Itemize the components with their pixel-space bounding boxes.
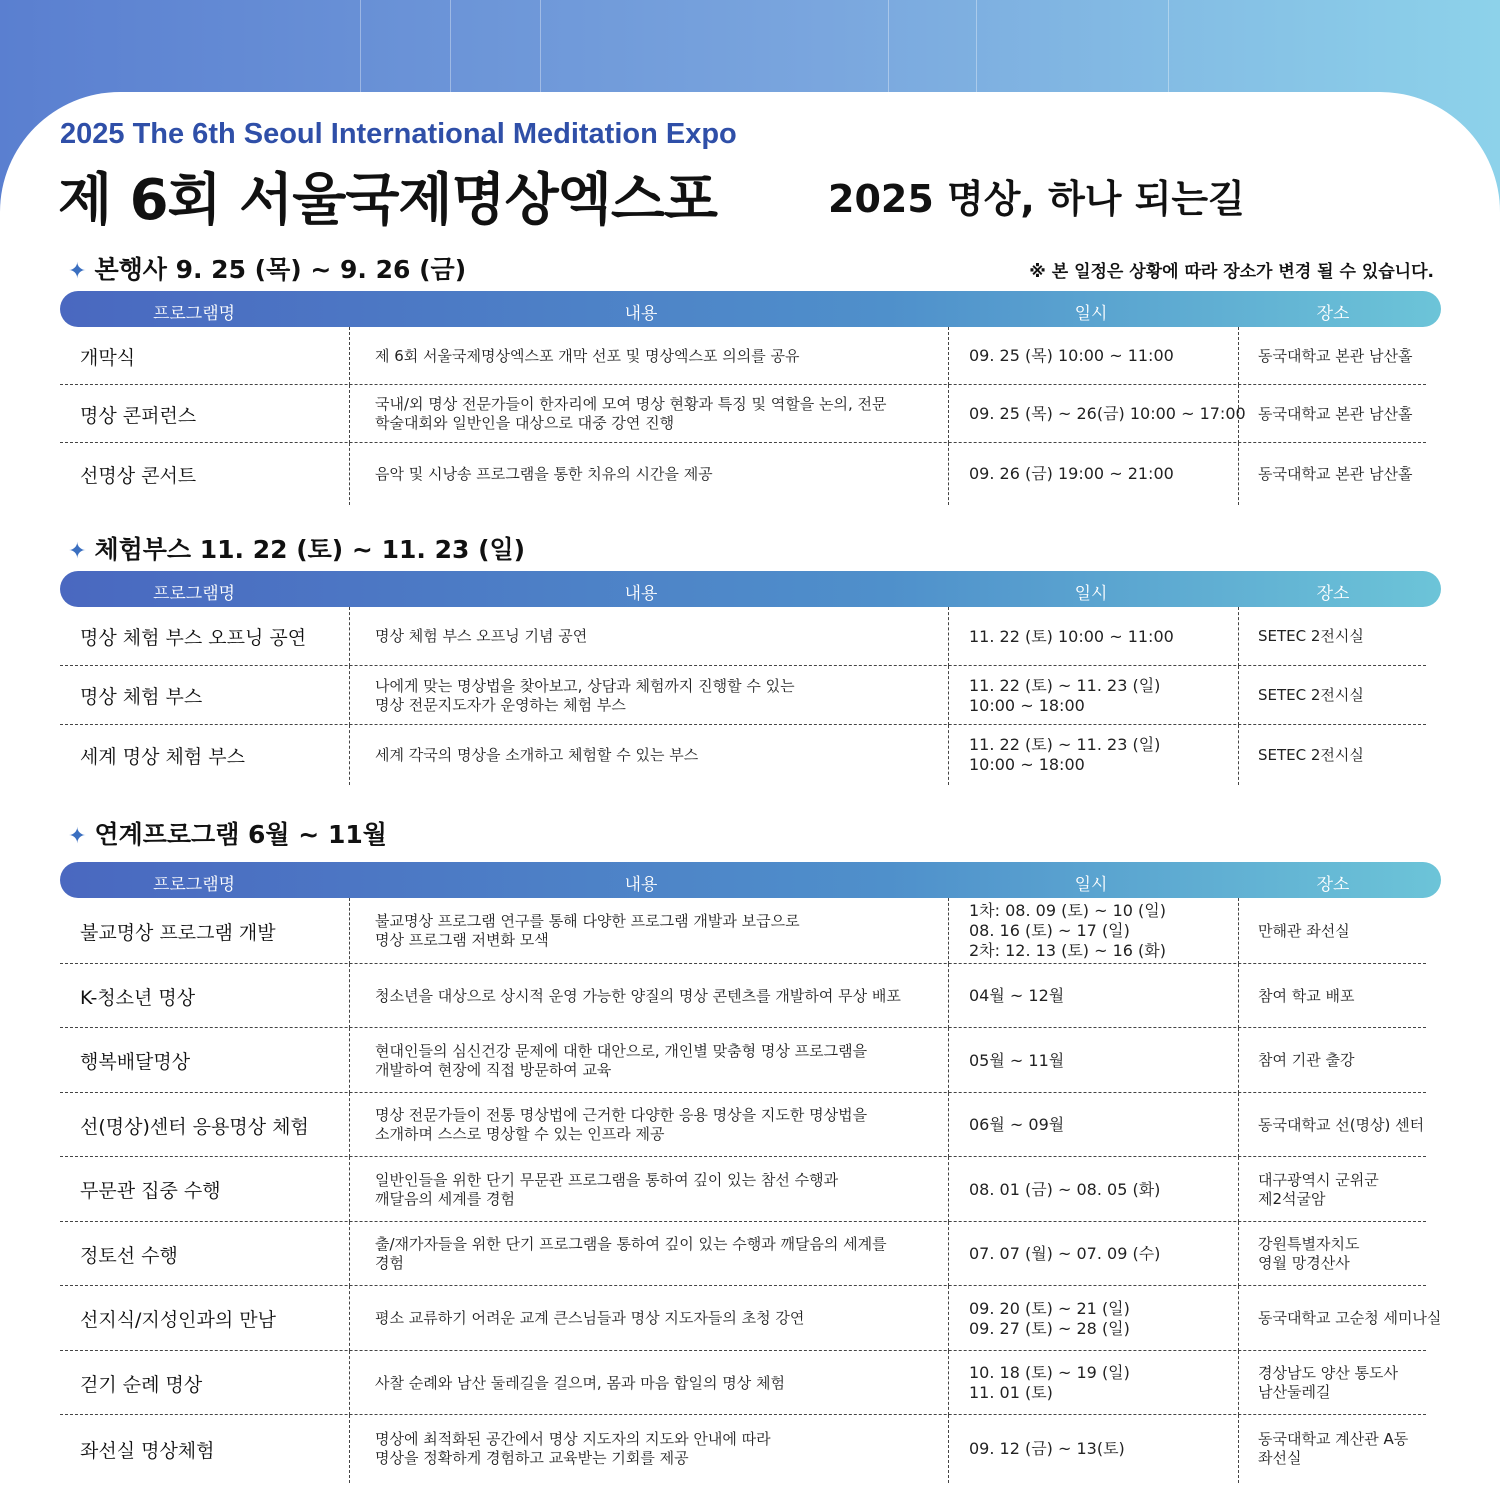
table-row <box>60 1286 1442 1351</box>
table-row <box>60 607 1426 666</box>
program-date: 09. 25 (목) ~ 26(금) 10:00 ~ 17:00 <box>969 404 1246 423</box>
program-name: 명상 체험 부스 <box>80 686 203 708</box>
program-name: 명상 체험 부스 오프닝 공연 <box>80 627 307 649</box>
header-program-name: 프로그램명 <box>152 875 236 895</box>
table-row <box>60 1415 1426 1483</box>
header-date: 일시 <box>1074 875 1108 895</box>
program-content: 명상 체험 부스 오프닝 기념 공연 <box>375 627 588 645</box>
program-content: 불교명상 프로그램 연구를 통해 다양한 프로그램 개발과 보급으로 명상 프로그램 저변화 모색 <box>375 912 800 949</box>
program-content: 국내/외 명상 전문가들이 한자리에 모여 명상 현황과 특징 및 역할을 논의, 전문 학술대회와 일반인을 대상으로 대중 강연 진행 <box>375 395 887 432</box>
program-name: 선(명상)센터 응용명상 체험 <box>80 1115 309 1138</box>
table-row <box>60 443 1426 505</box>
table-row <box>60 1093 1426 1157</box>
table-row <box>60 1351 1426 1415</box>
program-content: 청소년을 대상으로 상시적 운영 가능한 양질의 명상 콘텐츠를 개발하여 무상 배포 <box>375 986 901 1005</box>
program-place: 참여 학교 배포 <box>1258 986 1355 1005</box>
program-content: 출/재가자들을 위한 단기 프로그램을 통하여 깊이 있는 수행과 깨달음의 세계를 경험 <box>375 1235 887 1272</box>
header-program-name: 프로그램명 <box>152 304 236 324</box>
table-row <box>60 666 1426 725</box>
schedule-notice: ※ 본 일정은 상황에 따라 장소가 변경 될 수 있습니다. <box>1029 262 1434 282</box>
header-content: 내용 <box>624 875 658 895</box>
program-content: 음악 및 시낭송 프로그램을 통한 치유의 시간을 제공 <box>375 464 713 483</box>
program-content: 사찰 순례와 남산 둘레길을 걸으며, 몸과 마음 합일의 명상 체험 <box>375 1373 785 1392</box>
table-row <box>60 327 1426 385</box>
program-name: 명상 콘퍼런스 <box>80 404 197 427</box>
program-name: K-청소년 명상 <box>80 986 196 1009</box>
program-date: 11. 22 (토) ~ 11. 23 (일) 10:00 ~ 18:00 <box>969 735 1161 774</box>
star-icon: ✦ <box>68 259 87 284</box>
section-title-main-event <box>68 250 466 286</box>
program-place: 강원특별자치도 영월 망경산사 <box>1258 1235 1360 1272</box>
table-header-main-event <box>60 291 1441 327</box>
program-name: 좌선실 명상체험 <box>80 1439 215 1462</box>
program-date: 1차: 08. 09 (토) ~ 10 (일) 08. 16 (토) ~ 17 (일) 2차: 12. 13 (토) ~ 16 (화) <box>969 901 1166 960</box>
program-name: 개막식 <box>80 346 136 369</box>
program-date: 09. 25 (목) 10:00 ~ 11:00 <box>969 346 1174 365</box>
program-content: 제 6회 서울국제명상엑스포 개막 선포 및 명상엑스포 의의를 공유 <box>375 346 800 365</box>
program-date: 04월 ~ 12월 <box>969 986 1065 1005</box>
background-lines <box>0 0 1500 100</box>
program-name: 걷기 순례 명상 <box>80 1373 203 1396</box>
table-row <box>60 725 1426 785</box>
program-place: 동국대학교 고순청 세미나실 <box>1258 1309 1442 1327</box>
table-row <box>60 964 1426 1028</box>
program-content: 현대인들의 심신건강 문제에 대한 대안으로, 개인별 맞춤형 명상 프로그램을 개발하여 현장에 직접 방문하여 교육 <box>375 1041 868 1079</box>
page-title: 제 6회 서울국제명상엑스포 <box>58 168 718 233</box>
program-date: 10. 18 (토) ~ 19 (일) 11. 01 (토) <box>969 1363 1130 1402</box>
program-content: 명상에 최적화된 공간에서 명상 지도자의 지도와 안내에 따라 명상을 정확하게 경험하고 교육받는 기회를 제공 <box>375 1430 771 1467</box>
program-date: 05월 ~ 11월 <box>969 1050 1065 1070</box>
program-name: 정토선 수행 <box>80 1244 178 1267</box>
program-date: 06월 ~ 09월 <box>969 1115 1065 1134</box>
table-header-experience-booth <box>60 571 1441 607</box>
program-name: 무문관 집중 수행 <box>80 1180 221 1202</box>
program-place: 동국대학교 계산관 A동 좌선실 <box>1258 1430 1409 1467</box>
program-place: SETEC 2전시실 <box>1258 745 1364 764</box>
star-icon: ✦ <box>68 539 87 564</box>
program-content: 일반인들을 위한 단기 무문관 프로그램을 통하여 깊이 있는 참선 수행과 깨달음의 세계를 경험 <box>375 1170 839 1208</box>
header-program-name: 프로그램명 <box>152 584 236 604</box>
table-row <box>60 1028 1426 1093</box>
header-date: 일시 <box>1074 584 1108 604</box>
section-title-text: 연계프로그램 6월 ~ 11월 <box>94 820 387 849</box>
program-name: 행복배달명상 <box>80 1051 191 1073</box>
program-content: 나에게 맞는 명상법을 찾아보고, 상담과 체험까지 진행할 수 있는 명상 전문지도자가 운영하는 체험 부스 <box>375 676 795 714</box>
program-place: 경상남도 양산 통도사 남산둘레길 <box>1258 1364 1398 1401</box>
program-place: 동국대학교 선(명상) 센터 <box>1258 1115 1425 1134</box>
program-place: SETEC 2전시실 <box>1258 627 1364 645</box>
program-place: 동국대학교 본관 남산홀 <box>1258 404 1413 423</box>
table-row <box>60 1222 1426 1286</box>
table-row <box>60 898 1426 964</box>
program-name: 선명상 콘서트 <box>80 464 197 487</box>
program-date: 11. 22 (토) ~ 11. 23 (일) 10:00 ~ 18:00 <box>969 675 1161 715</box>
table-header-linked-programs <box>60 862 1441 898</box>
program-content: 세계 각국의 명상을 소개하고 체험할 수 있는 부스 <box>375 745 699 764</box>
section-title-text: 본행사 9. 25 (목) ~ 9. 26 (금) <box>94 255 467 284</box>
table-row <box>60 385 1426 443</box>
program-place: 동국대학교 본관 남산홀 <box>1258 346 1413 365</box>
header-place: 장소 <box>1316 584 1350 604</box>
section-title-linked-programs <box>68 815 387 851</box>
program-date: 09. 12 (금) ~ 13(토) <box>969 1439 1125 1458</box>
program-content: 명상 전문가들이 전통 명상법에 근거한 다양한 응용 명상을 지도한 명상법을 소개하며 스스로 명상할 수 있는 인프라 제공 <box>375 1106 868 1143</box>
program-date: 08. 01 (금) ~ 08. 05 (화) <box>969 1179 1161 1199</box>
table-row <box>60 1157 1426 1222</box>
english-subtitle: 2025 The 6th Seoul International Meditation Expo <box>60 118 737 150</box>
program-date: 11. 22 (토) 10:00 ~ 11:00 <box>969 626 1174 646</box>
star-icon: ✦ <box>68 824 87 849</box>
program-date: 09. 26 (금) 19:00 ~ 21:00 <box>969 464 1174 483</box>
program-place: SETEC 2전시실 <box>1258 686 1364 704</box>
program-date: 07. 07 (월) ~ 07. 09 (수) <box>969 1244 1161 1263</box>
program-name: 선지식/지성인과의 만남 <box>80 1309 276 1331</box>
slogan: 2025 명상, 하나 되는길 <box>828 177 1245 221</box>
program-place: 동국대학교 본관 남산홀 <box>1258 464 1413 483</box>
header-content: 내용 <box>624 584 658 604</box>
program-content: 평소 교류하기 어려운 교계 큰스님들과 명상 지도자들의 초청 강연 <box>375 1309 805 1327</box>
header-content: 내용 <box>624 304 658 324</box>
program-place: 대구광역시 군위군 제2석굴암 <box>1258 1170 1379 1208</box>
program-date: 09. 20 (토) ~ 21 (일) 09. 27 (토) ~ 28 (일) <box>969 1298 1130 1338</box>
header-place: 장소 <box>1316 304 1350 324</box>
program-name: 세계 명상 체험 부스 <box>80 745 245 768</box>
section-title-text: 체험부스 11. 22 (토) ~ 11. 23 (일) <box>94 535 526 564</box>
program-place: 만해관 좌선실 <box>1258 921 1350 940</box>
header-date: 일시 <box>1074 304 1108 324</box>
program-name: 불교명상 프로그램 개발 <box>80 921 276 944</box>
section-title-experience-booth <box>68 530 525 566</box>
header-place: 장소 <box>1316 875 1350 895</box>
program-place: 참여 기관 출강 <box>1258 1051 1355 1069</box>
